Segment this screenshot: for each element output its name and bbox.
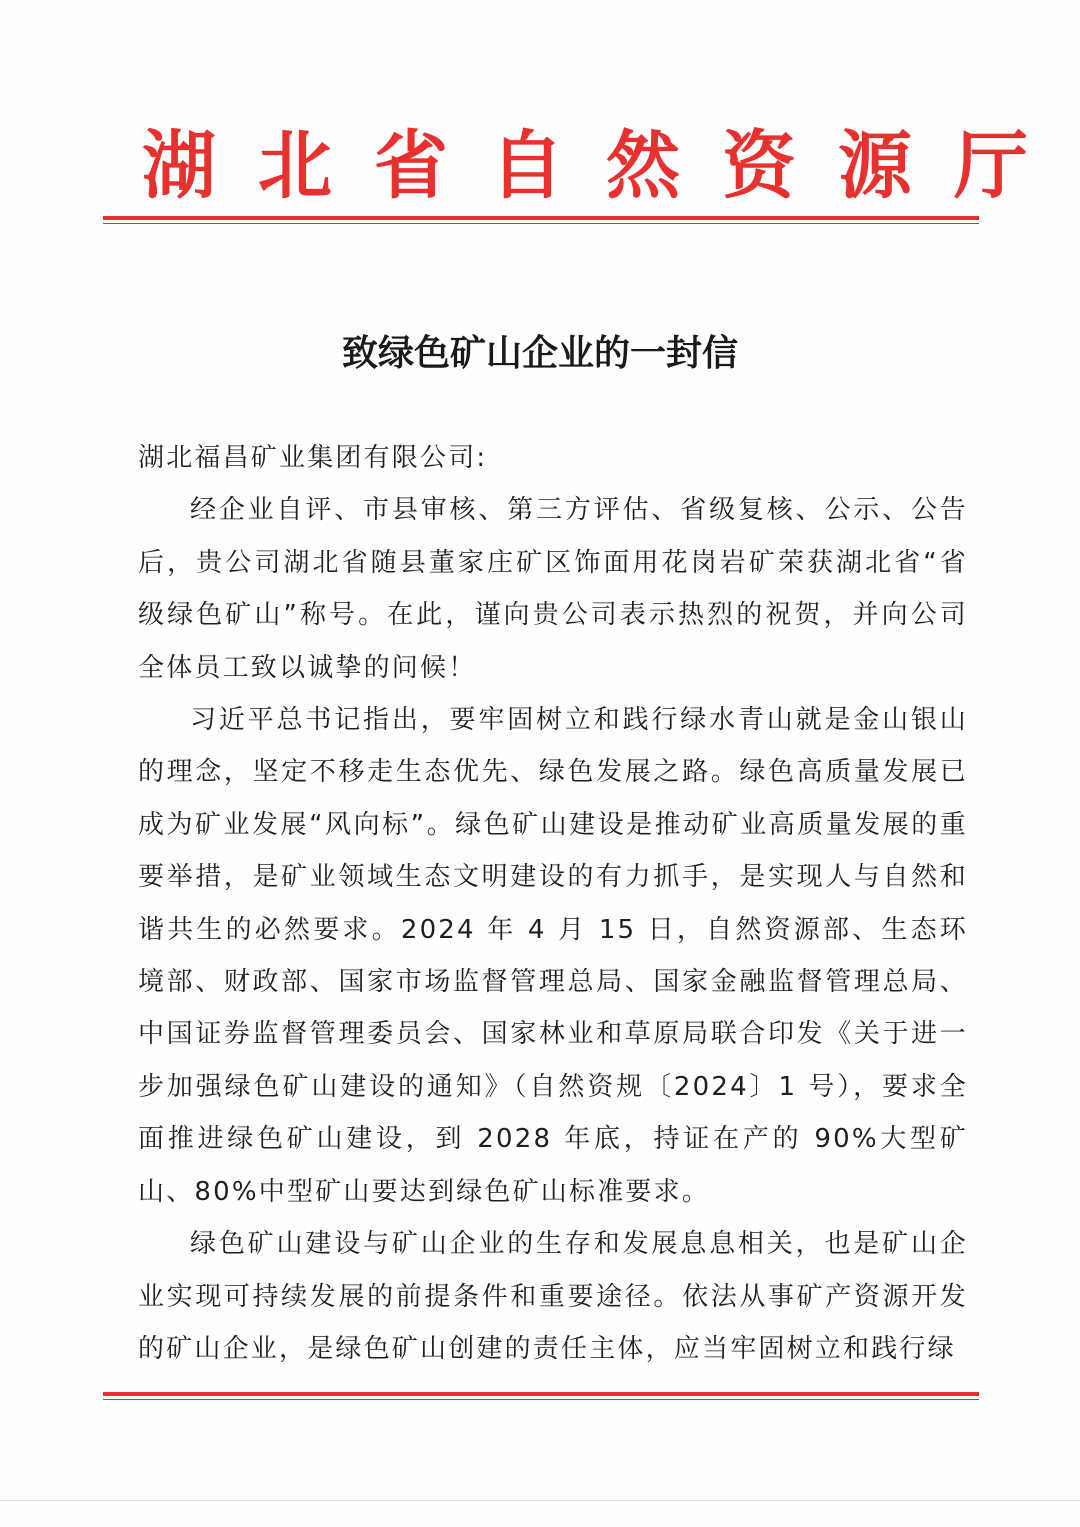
header-divider-rule [103,216,979,224]
issuing-organization-header: 湖北省自然资源厅 [142,123,1070,209]
letter-body [138,432,968,1375]
body-paragraph-3: 绿色矿山建设与矿山企业的生存和发展息息相关，也是矿山企业实现可持续发展的前提条件和重要途径。依法从事矿产资源开发的矿山企业，是绿色矿山创建的责任主体，应当牢固树立和践行绿 [138,1229,968,1364]
footer-divider-rule [103,1392,979,1400]
salutation: 湖北福昌矿业集团有限公司: [138,443,488,473]
body-paragraph-1: 经企业自评、市县审核、第三方评估、省级复核、公示、公告后，贵公司湖北省随县董家庄矿区饰面用花岗岩矿荣获湖北省“省级绿色矿山”称号。在此，谨向贵公司表示热烈的祝贺，并向公司全体员工致以诚挚的问候！ [138,495,968,683]
scan-edge-line [0,1500,1080,1501]
body-paragraph-2: 习近平总书记指出，要牢固树立和践行绿水青山就是金山银山的理念，坚定不移走生态优先、绿色发展之路。绿色高质量发展已成为矿业发展“风向标”。绿色矿山建设是推动矿业高质量发展的重要举措，是矿业领域生态文明建设的有力抓手，是实现人与自然和谐共生的必然要求。2024 年 4 月 15 日，自然资源部、生态环境部、财政部、国家市场监督管理总局、国家金融监督管理总局、中国证券监督管理委员会、国家林业和草原局联合印发《关于进一步加强绿色矿山建设的通知》（自然资规〔2024〕1 号），要求全面推进绿色矿山建设，到 2028 年底，持证在产的 90%大型矿山、80%中型矿山要达到绿色矿山标准要求。 [138,705,968,1207]
document-title: 致绿色矿山企业的一封信 [341,333,738,374]
